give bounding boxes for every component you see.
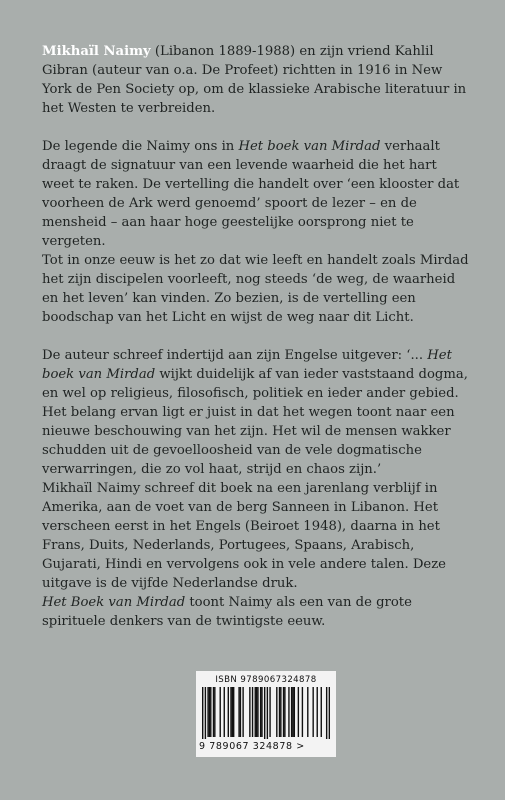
barcode-bar (329, 687, 330, 739)
paragraph-century: Tot in onze eeuw is het zo dat wie leeft en handelt zoals Mirdad het zijn discipelen voorleeft, nog steeds ‘de weg, de waarheid en het leven’ kan vinden. Zo bezien, is de vertelling een boodschap van het Licht en wijst de weg naar dit Licht. (42, 253, 469, 325)
barcode-bar (233, 687, 234, 737)
book-title: Het Boek van Mirdad (42, 595, 186, 610)
legend-text-start: De legende die Naimy ons in (42, 139, 239, 154)
barcode-bar (284, 687, 285, 737)
barcode-bar (242, 687, 243, 737)
barcode-bar (213, 687, 214, 737)
barcode-bar (224, 687, 225, 737)
legend-text-end: verhaalt draagt de signatuur van een levende waarheid die het hart weet te raken. De vertelling die handelt over ‘een klooster dat voorheen de Ark werd genoemd’ spoort de lezer – en de mensheid – aan haar hoge geestelijke oorsprong niet te vergeten. (42, 139, 460, 249)
barcode-bar (256, 687, 257, 737)
barcode-bar (291, 687, 292, 737)
author-name: Mikhaïl Naimy (42, 44, 151, 59)
barcode-bar (205, 687, 206, 739)
barcode-bar (288, 687, 289, 737)
barcode-bar (261, 687, 262, 737)
barcode-bar (317, 687, 318, 737)
barcode-bar (207, 687, 208, 737)
barcode-bar (230, 687, 231, 737)
barcode-bar (252, 687, 253, 737)
book-title: Het boek van Mirdad (42, 348, 452, 382)
barcode-bar (232, 687, 233, 737)
barcode-bar (249, 687, 250, 737)
barcode-bar (255, 687, 256, 737)
barcode-bar (260, 687, 261, 737)
barcode-bar (292, 687, 293, 737)
book-title: Het boek van Mirdad (238, 139, 381, 154)
barcode-bar (326, 687, 327, 739)
barcode-bar (220, 687, 221, 737)
barcode-bar (228, 687, 229, 737)
barcode-bar (269, 687, 270, 737)
blurb-text (42, 42, 472, 631)
barcode-bar (240, 687, 241, 737)
barcode-bar (238, 687, 239, 737)
barcode-bar (294, 687, 295, 737)
barcode-bar (283, 687, 284, 737)
isbn-barcode (196, 671, 336, 757)
barcode-bar (312, 687, 313, 737)
paragraph-gap (42, 118, 472, 137)
barcode-bar (210, 687, 211, 737)
publisher-text-end: wijkt duidelijk af van ieder vaststaand dogma, en wel op religieus, filosofisch, politiek en ieder ander gebied. Het belang ervan ligt er juist in dat het wegen toont naar een nieuwe beschouwing van het zijn. Het wil de mensen wakker schudden uit de gevoelloosheid van de vele dogmatische verwarringen, die zo vol haat, strijd en chaos zijn.’ (42, 367, 468, 477)
barcode-bar (257, 687, 258, 737)
barcode-bar (209, 687, 210, 737)
paragraph-history: Mikhaïl Naimy schreef dit boek na een jarenlang verblijf in Amerika, aan de voet van de berg Sanneen in Libanon. Het verscheen eerst in het Engels (Beiroet 1948), daarna in het Frans, Duits, Nederlands, Portugees, Spaans, Arabisch, Gujarati, Hindi en vervolgens ook in vele andere talen. Deze uitgave is de vijfde Nederlandse druk. (42, 481, 446, 591)
barcode-bar (267, 687, 268, 739)
barcode-bar (302, 687, 303, 737)
paragraph-publisher (42, 346, 472, 479)
paragraph-closing (42, 593, 472, 631)
isbn-digits: 9 789067 324878 > (199, 741, 305, 752)
closing-text: toont Naimy als een van de grote spirituele denkers van de twintigste eeuw. (42, 595, 412, 629)
paragraph-gap (42, 327, 472, 346)
barcode-bars (202, 687, 330, 739)
paragraph-intro (42, 42, 472, 118)
isbn-label: ISBN 9789067324878 (215, 675, 317, 685)
barcode-bar (280, 687, 281, 737)
barcode-bar (276, 687, 277, 737)
publisher-text-start: De auteur schreef indertijd aan zijn Engelse uitgever: ‘... (42, 348, 428, 363)
intro-text: (Libanon 1889-1988) en zijn vriend Kahlil Gibran (auteur van o.a. De Profeet) richtten in 1916 in New York de Pen Society op, om de klassieke Arabische literatuur in het Westen te verbreiden. (42, 44, 467, 116)
barcode-bar (202, 687, 203, 739)
paragraph-legend (42, 137, 472, 251)
barcode-bar (298, 687, 299, 737)
barcode-bar (279, 687, 280, 737)
barcode-bar (321, 687, 322, 737)
barcode-bar (264, 687, 265, 739)
barcode-bar (307, 687, 308, 737)
barcode-bar (214, 687, 215, 737)
